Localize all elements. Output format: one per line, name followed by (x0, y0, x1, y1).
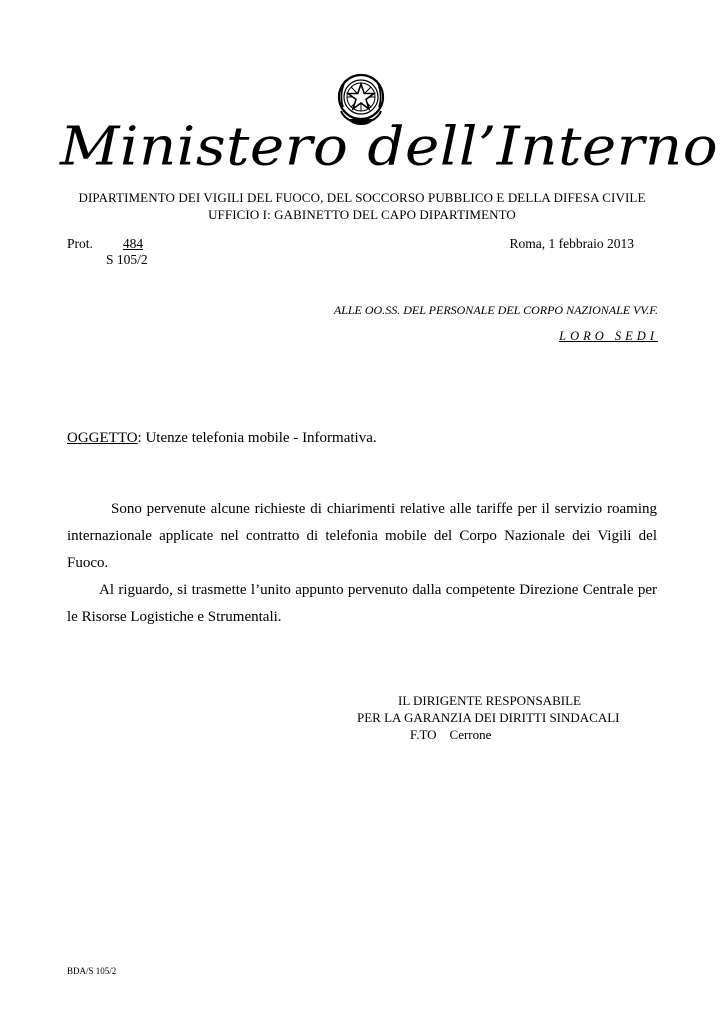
department-name: DIPARTIMENTO DEI VIGILI DEL FUOCO, DEL SOCCORSO PUBBLICO E DELLA DIFESA CIVILE (78, 190, 646, 205)
body-paragraph-2: Al riguardo, si trasmette l’unito appunto pervenuto dalla competente Direzione Centrale per le Risorse Logistiche e Strumentali. (67, 582, 657, 625)
body-paragraph-1: Sono pervenute alcune richieste di chiarimenti relative alle tariffe per il servizio roaming internazionale applicate nel contratto di telefonia mobile del Corpo Nazionale dei Vigili del Fuoco. (67, 501, 657, 571)
place-date: Roma, 1 febbraio 2013 (509, 236, 634, 251)
ministry-title: Ministero dell’Interno (60, 114, 719, 178)
protocol-classification: S 105/2 (106, 252, 148, 267)
protocol-label: Prot. (67, 236, 93, 251)
signature-title-2: PER LA GARANZIA DEI DIRITTI SINDACALI (357, 710, 620, 725)
signature-title-1: IL DIRIGENTE RESPONSABILE (398, 693, 581, 708)
footer-code: BDA/S 105/2 (67, 966, 117, 976)
addressee-line: ALLE OO.SS. DEL PERSONALE DEL CORPO NAZIONALE VV.F. (333, 303, 658, 317)
subject-line (67, 430, 377, 447)
protocol-number: 484 (122, 236, 144, 251)
office-name: UFFICIO I: GABINETTO DEL CAPO DIPARTIMENTO (208, 207, 516, 222)
subject-label: OGGETTO (67, 430, 138, 446)
addressee-location: LORO SEDI (559, 329, 658, 343)
signature-signed: F.TO Cerrone (410, 727, 492, 742)
subject-text: : Utenze telefonia mobile - Informativa. (137, 430, 377, 446)
